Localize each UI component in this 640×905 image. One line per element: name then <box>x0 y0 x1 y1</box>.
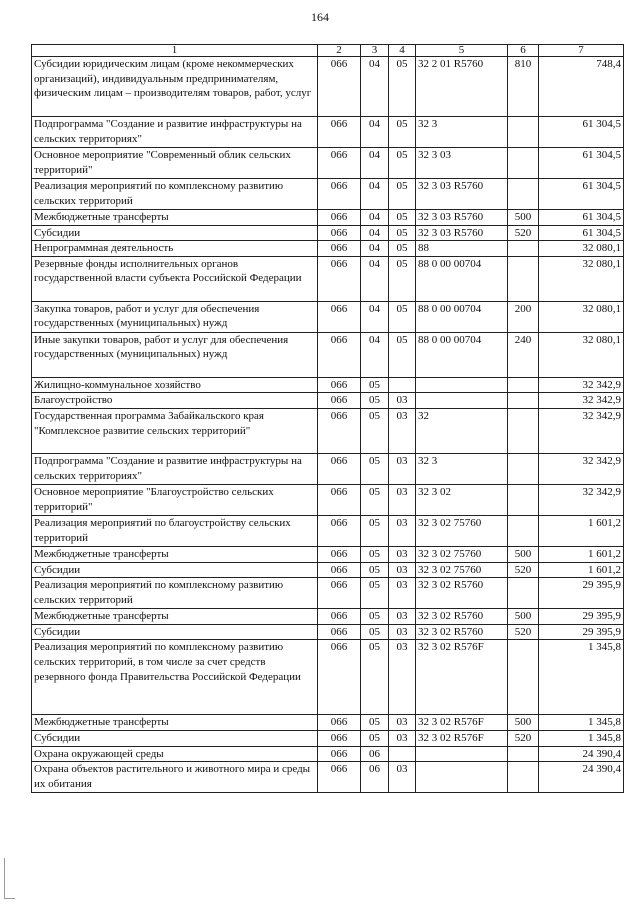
row-amount: 32 342,9 <box>539 408 624 453</box>
row-subsection: 05 <box>389 148 416 179</box>
scan-margin-mark <box>4 858 15 899</box>
row-target-article: 32 3 <box>416 453 508 484</box>
table-row <box>32 332 624 377</box>
row-subsection: 03 <box>389 515 416 546</box>
row-amount: 32 080,1 <box>539 301 624 332</box>
row-name: Субсидии <box>32 562 318 578</box>
table-row <box>32 210 624 226</box>
row-ministry-code: 066 <box>318 225 361 241</box>
row-amount: 29 395,9 <box>539 624 624 640</box>
row-ministry-code: 066 <box>318 117 361 148</box>
table-row <box>32 117 624 148</box>
table-row <box>32 57 624 117</box>
row-ministry-code: 066 <box>318 562 361 578</box>
row-name: Жилищно-коммунальное хозяйство <box>32 377 318 393</box>
row-amount: 1 601,2 <box>539 515 624 546</box>
budget-table <box>31 44 624 793</box>
table-row <box>32 453 624 484</box>
row-amount: 32 080,1 <box>539 241 624 257</box>
row-section: 04 <box>361 241 389 257</box>
row-ministry-code: 066 <box>318 241 361 257</box>
row-section: 05 <box>361 715 389 731</box>
table-row <box>32 640 624 715</box>
row-expense-type: 500 <box>508 609 539 625</box>
row-expense-type <box>508 256 539 301</box>
row-section: 04 <box>361 225 389 241</box>
row-expense-type <box>508 640 539 715</box>
table-row <box>32 762 624 793</box>
table-row <box>32 484 624 515</box>
row-amount: 32 342,9 <box>539 453 624 484</box>
row-amount: 32 342,9 <box>539 393 624 409</box>
row-subsection: 03 <box>389 393 416 409</box>
row-section: 05 <box>361 484 389 515</box>
row-subsection <box>389 377 416 393</box>
row-section: 04 <box>361 117 389 148</box>
row-expense-type <box>508 746 539 762</box>
row-target-article: 32 3 03 <box>416 148 508 179</box>
row-ministry-code: 066 <box>318 256 361 301</box>
row-expense-type: 500 <box>508 546 539 562</box>
column-header: 7 <box>539 45 624 57</box>
row-expense-type: 520 <box>508 730 539 746</box>
row-expense-type: 520 <box>508 225 539 241</box>
row-ministry-code: 066 <box>318 578 361 609</box>
row-expense-type <box>508 762 539 793</box>
table-row <box>32 179 624 210</box>
column-header: 6 <box>508 45 539 57</box>
row-ministry-code: 066 <box>318 332 361 377</box>
row-ministry-code: 066 <box>318 762 361 793</box>
table-row <box>32 609 624 625</box>
row-amount: 61 304,5 <box>539 117 624 148</box>
row-section: 04 <box>361 332 389 377</box>
page-number: 164 <box>311 10 329 24</box>
row-ministry-code: 066 <box>318 484 361 515</box>
row-subsection: 05 <box>389 210 416 226</box>
row-section: 04 <box>361 256 389 301</box>
row-name: Иные закупки товаров, работ и услуг для обеспечения государственных (муниципальных) нужд <box>32 332 318 377</box>
row-amount: 61 304,5 <box>539 225 624 241</box>
row-amount: 61 304,5 <box>539 210 624 226</box>
table-row <box>32 301 624 332</box>
table-row <box>32 515 624 546</box>
row-section: 05 <box>361 640 389 715</box>
row-name: Закупка товаров, работ и услуг для обеспечения государственных (муниципальных) нужд <box>32 301 318 332</box>
row-subsection: 03 <box>389 453 416 484</box>
row-ministry-code: 066 <box>318 57 361 117</box>
row-subsection: 05 <box>389 179 416 210</box>
row-expense-type: 500 <box>508 210 539 226</box>
row-expense-type <box>508 117 539 148</box>
row-ministry-code: 066 <box>318 609 361 625</box>
column-header: 1 <box>32 45 318 57</box>
row-section: 05 <box>361 624 389 640</box>
row-expense-type <box>508 578 539 609</box>
row-target-article: 32 3 02 75760 <box>416 562 508 578</box>
row-target-article <box>416 377 508 393</box>
row-name: Реализация мероприятий по благоустройству сельских территорий <box>32 515 318 546</box>
row-ministry-code: 066 <box>318 377 361 393</box>
row-section: 04 <box>361 148 389 179</box>
column-header: 2 <box>318 45 361 57</box>
row-subsection: 03 <box>389 578 416 609</box>
row-subsection: 05 <box>389 241 416 257</box>
row-target-article: 88 0 00 00704 <box>416 332 508 377</box>
row-ministry-code: 066 <box>318 179 361 210</box>
table-row <box>32 562 624 578</box>
row-subsection: 03 <box>389 624 416 640</box>
row-target-article: 88 <box>416 241 508 257</box>
row-ministry-code: 066 <box>318 715 361 731</box>
column-header: 4 <box>389 45 416 57</box>
row-ministry-code: 066 <box>318 393 361 409</box>
row-name: Государственная программа Забайкальского края "Комплексное развитие сельских территорий" <box>32 408 318 453</box>
row-section: 05 <box>361 730 389 746</box>
row-name: Основное мероприятие "Благоустройство сельских территорий" <box>32 484 318 515</box>
row-target-article: 32 3 02 R5760 <box>416 624 508 640</box>
row-target-article: 32 3 02 R576F <box>416 715 508 731</box>
row-expense-type <box>508 453 539 484</box>
row-expense-type <box>508 484 539 515</box>
row-section: 06 <box>361 746 389 762</box>
row-ministry-code: 066 <box>318 148 361 179</box>
row-ministry-code: 066 <box>318 746 361 762</box>
row-expense-type <box>508 148 539 179</box>
row-ministry-code: 066 <box>318 546 361 562</box>
row-target-article: 32 <box>416 408 508 453</box>
row-name: Благоустройство <box>32 393 318 409</box>
row-target-article: 32 3 03 R5760 <box>416 225 508 241</box>
row-name: Реализация мероприятий по комплексному развитию сельских территорий, в том числе за счет средств резервного фонда Правительства Российской Федерации <box>32 640 318 715</box>
row-expense-type: 200 <box>508 301 539 332</box>
row-expense-type <box>508 179 539 210</box>
row-ministry-code: 066 <box>318 515 361 546</box>
row-target-article: 32 3 03 R5760 <box>416 210 508 226</box>
row-subsection: 03 <box>389 715 416 731</box>
row-amount: 32 080,1 <box>539 256 624 301</box>
row-amount: 1 601,2 <box>539 546 624 562</box>
row-subsection: 03 <box>389 408 416 453</box>
row-subsection: 05 <box>389 117 416 148</box>
table-row <box>32 715 624 731</box>
table-row <box>32 546 624 562</box>
row-amount: 61 304,5 <box>539 148 624 179</box>
row-section: 06 <box>361 762 389 793</box>
row-amount: 1 601,2 <box>539 562 624 578</box>
row-section: 04 <box>361 301 389 332</box>
table-row <box>32 578 624 609</box>
row-name: Субсидии <box>32 624 318 640</box>
row-name: Субсидии <box>32 730 318 746</box>
row-section: 05 <box>361 408 389 453</box>
row-ministry-code: 066 <box>318 301 361 332</box>
row-ministry-code: 066 <box>318 730 361 746</box>
row-target-article: 32 3 02 R5760 <box>416 609 508 625</box>
row-expense-type: 810 <box>508 57 539 117</box>
row-subsection: 03 <box>389 640 416 715</box>
row-amount: 29 395,9 <box>539 609 624 625</box>
row-subsection: 03 <box>389 546 416 562</box>
row-amount: 32 080,1 <box>539 332 624 377</box>
row-amount: 1 345,8 <box>539 715 624 731</box>
row-amount: 748,4 <box>539 57 624 117</box>
row-expense-type: 240 <box>508 332 539 377</box>
row-name: Резервные фонды исполнительных органов государственной власти субъекта Российской Федерации <box>32 256 318 301</box>
row-subsection: 05 <box>389 332 416 377</box>
table-row <box>32 408 624 453</box>
table-row <box>32 730 624 746</box>
row-name: Реализация мероприятий по комплексному развитию сельских территорий <box>32 179 318 210</box>
row-target-article: 32 2 01 R5760 <box>416 57 508 117</box>
row-name: Межбюджетные трансферты <box>32 210 318 226</box>
row-target-article: 32 3 03 R5760 <box>416 179 508 210</box>
row-target-article: 32 3 02 R576F <box>416 640 508 715</box>
row-name: Субсидии юридическим лицам (кроме некоммерческих организаций), индивидуальным предпринимателям, физическим лицам – производителям товаров, работ, услуг <box>32 57 318 117</box>
table-row <box>32 148 624 179</box>
row-name: Подпрограмма "Создание и развитие инфраструктуры на сельских территориях" <box>32 117 318 148</box>
row-target-article <box>416 746 508 762</box>
table-row <box>32 241 624 257</box>
row-expense-type <box>508 515 539 546</box>
row-target-article: 32 3 02 R5760 <box>416 578 508 609</box>
row-subsection: 03 <box>389 730 416 746</box>
table-row <box>32 746 624 762</box>
row-expense-type <box>508 377 539 393</box>
row-expense-type: 520 <box>508 624 539 640</box>
row-amount: 32 342,9 <box>539 484 624 515</box>
row-expense-type: 520 <box>508 562 539 578</box>
column-header: 5 <box>416 45 508 57</box>
row-ministry-code: 066 <box>318 408 361 453</box>
row-target-article: 32 3 <box>416 117 508 148</box>
row-ministry-code: 066 <box>318 624 361 640</box>
row-section: 05 <box>361 453 389 484</box>
row-name: Основное мероприятие "Современный облик сельских территорий" <box>32 148 318 179</box>
table-row <box>32 393 624 409</box>
row-name: Реализация мероприятий по комплексному развитию сельских территорий <box>32 578 318 609</box>
row-section: 04 <box>361 179 389 210</box>
row-expense-type <box>508 393 539 409</box>
row-name: Охрана объектов растительного и животного мира и среды их обитания <box>32 762 318 793</box>
row-amount: 32 342,9 <box>539 377 624 393</box>
row-expense-type <box>508 408 539 453</box>
row-name: Межбюджетные трансферты <box>32 546 318 562</box>
row-section: 04 <box>361 57 389 117</box>
row-subsection: 03 <box>389 484 416 515</box>
row-target-article: 88 0 00 00704 <box>416 256 508 301</box>
row-subsection: 03 <box>389 562 416 578</box>
row-amount: 24 390,4 <box>539 762 624 793</box>
row-target-article: 32 3 02 R576F <box>416 730 508 746</box>
row-subsection: 03 <box>389 609 416 625</box>
row-amount: 1 345,8 <box>539 730 624 746</box>
row-amount: 24 390,4 <box>539 746 624 762</box>
row-target-article <box>416 762 508 793</box>
row-subsection: 05 <box>389 256 416 301</box>
row-subsection: 05 <box>389 301 416 332</box>
row-ministry-code: 066 <box>318 210 361 226</box>
row-expense-type: 500 <box>508 715 539 731</box>
row-name: Подпрограмма "Создание и развитие инфраструктуры на сельских территориях" <box>32 453 318 484</box>
row-ministry-code: 066 <box>318 640 361 715</box>
row-target-article <box>416 393 508 409</box>
table-row <box>32 225 624 241</box>
row-target-article: 32 3 02 75760 <box>416 546 508 562</box>
row-name: Непрограммная деятельность <box>32 241 318 257</box>
table-row <box>32 624 624 640</box>
table-row <box>32 377 624 393</box>
row-section: 05 <box>361 609 389 625</box>
row-name: Межбюджетные трансферты <box>32 715 318 731</box>
row-subsection: 05 <box>389 225 416 241</box>
row-target-article: 88 0 00 00704 <box>416 301 508 332</box>
row-subsection: 05 <box>389 57 416 117</box>
row-subsection: 03 <box>389 762 416 793</box>
row-section: 05 <box>361 515 389 546</box>
table-row <box>32 256 624 301</box>
row-subsection <box>389 746 416 762</box>
row-name: Охрана окружающей среды <box>32 746 318 762</box>
row-expense-type <box>508 241 539 257</box>
row-name: Субсидии <box>32 225 318 241</box>
row-ministry-code: 066 <box>318 453 361 484</box>
row-section: 05 <box>361 377 389 393</box>
row-section: 05 <box>361 578 389 609</box>
row-section: 04 <box>361 210 389 226</box>
row-amount: 61 304,5 <box>539 179 624 210</box>
row-section: 05 <box>361 393 389 409</box>
column-number-row <box>32 45 624 57</box>
row-section: 05 <box>361 562 389 578</box>
column-header: 3 <box>361 45 389 57</box>
row-section: 05 <box>361 546 389 562</box>
row-target-article: 32 3 02 75760 <box>416 515 508 546</box>
row-amount: 29 395,9 <box>539 578 624 609</box>
row-name: Межбюджетные трансферты <box>32 609 318 625</box>
row-target-article: 32 3 02 <box>416 484 508 515</box>
row-amount: 1 345,8 <box>539 640 624 715</box>
